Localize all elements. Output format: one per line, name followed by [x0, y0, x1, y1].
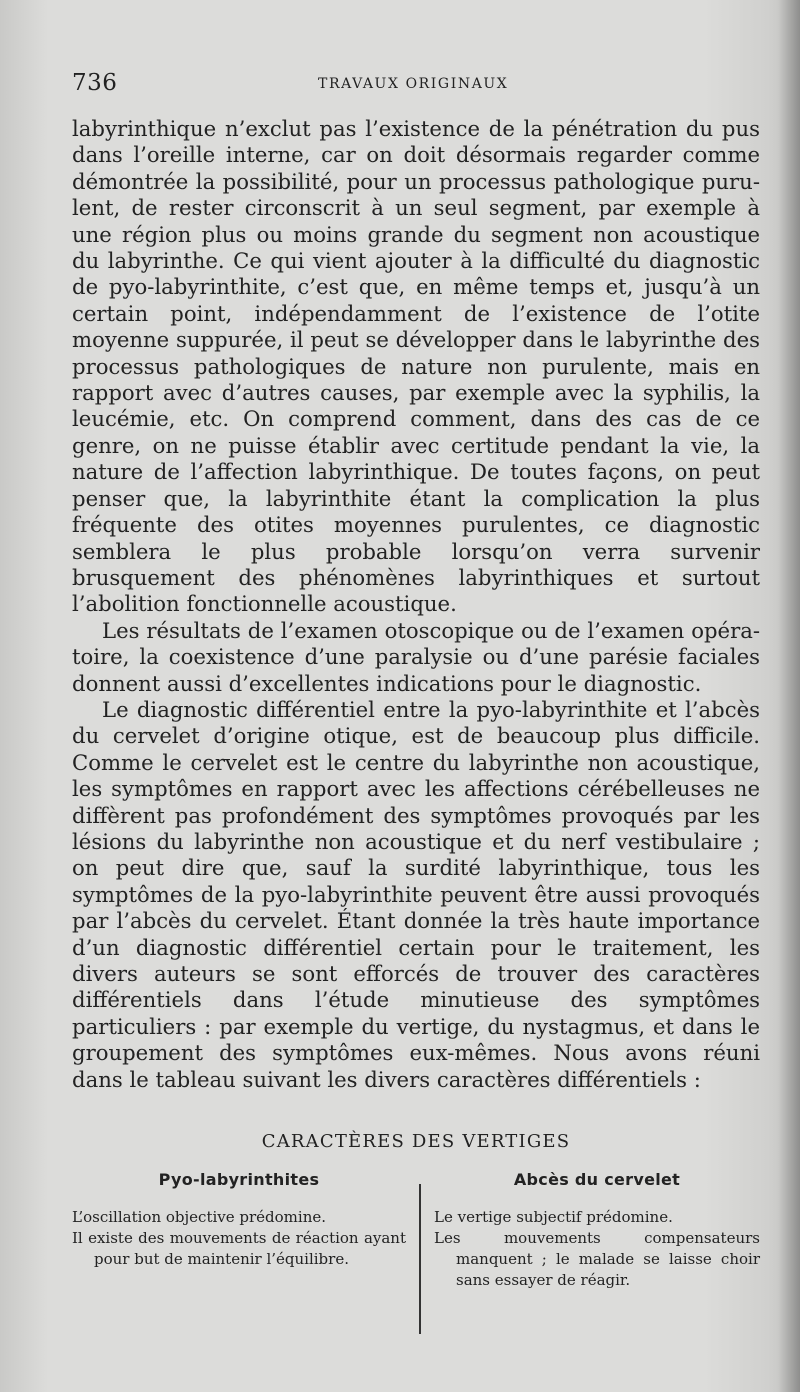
- table-title: CARACTÈRES DES VERTIGES: [261, 1131, 571, 1152]
- column-pyo-labyrinthites: [72, 1170, 406, 1270]
- column-item: Il existe des mouvements de réaction ayant pour but de maintenir l’équilibre.: [72, 1229, 406, 1268]
- paragraph: Les résultats de l’examen otoscopique ou de l’examen opératoire, la coexistence d’une paralysie ou d’une parésie faciales donnent aussi d’excellentes indications pour le diagnostic.: [72, 617, 760, 696]
- column-heading: Abcès du cervelet: [513, 1170, 681, 1189]
- column-item: L’oscillation objective prédomine.: [72, 1208, 326, 1226]
- column-item: Les mouvements compensateurs manquent ; le malade se laisse choir sans essayer de réagir.: [434, 1229, 760, 1289]
- body-text: [72, 116, 760, 1093]
- table-columns: [72, 1170, 760, 1330]
- page-edge-shadow: [778, 0, 800, 1392]
- vertigo-comparison-table: [72, 1131, 760, 1330]
- column-divider: [419, 1184, 421, 1334]
- column-abces-du-cervelet: [434, 1170, 760, 1291]
- column-item: Le vertige subjectif prédomine.: [434, 1208, 673, 1226]
- running-head: TRAVAUX ORIGINAUX: [318, 76, 509, 92]
- column-heading: Pyo-labyrinthites: [158, 1170, 320, 1189]
- paragraph: labyrinthique n’exclut pas l’existence de la pénétration du pus dans l’oreille interne, car on doit désormais regarder comme démontrée la possibilité, pour un processus pathologique purulent, de rester circonscrit à un seul segment, par exemple à une région plus ou moins grande du segment non acoustique du labyrinthe. Ce qui vient ajouter à la difficulté du diagnostic de pyo-labyrinthite, c’est que, en même temps et, jusqu’à un certain point, indépendamment de l’existence de l’otite moyenne suppurée, il peut se développer dans le labyrinthe des processus pathologiques de nature non purulente, mais en rapport avec d’autres causes, par exemple avec la syphilis, la leucémie, etc. On comprend comment, dans des cas de ce genre, on ne puisse établir avec certitude pendant la vie, la nature de l’affection labyrinthique. De toutes façons, on peut penser que, la labyrinthite étant la complication la plus fréquente des otites moyennes purulentes, ce diagnostic semblera le plus probable lorsqu’on verra survenir brusquement des phénomènes labyrinthiques et surtout l’abolition fonctionnelle acoustique.: [72, 116, 760, 617]
- page-header: [72, 70, 760, 100]
- paragraph: Le diagnostic différentiel entre la pyo-labyrinthite et l’abcès du cervelet d’origine otique, est de beaucoup plus difficile. Comme le cervelet est le centre du labyrinthe non acoustique, les symptômes en rapport avec les affections cérébelleuses ne diffèrent pas profondément des symptômes provoqués par les lésions du labyrinthe non acoustique et du nerf vestibulaire ; on peut dire que, sauf la surdité labyrinthique, tous les symptômes de la pyo-labyrinthite peuvent être aussi provoqués par l’abcès du cervelet. Étant donnée la très haute importance d’un diagnostic différentiel certain pour le traitement, les divers auteurs se sont efforcés de trouver des caractères différentiels dans l’étude minutieuse des symptômes particuliers : par exemple du vertige, du nystagmus, et dans le groupement des symptômes eux-mêmes. Nous avons réuni dans le tableau suivant les divers caractères différentiels :: [72, 696, 760, 1092]
- page-number: 736: [72, 70, 118, 96]
